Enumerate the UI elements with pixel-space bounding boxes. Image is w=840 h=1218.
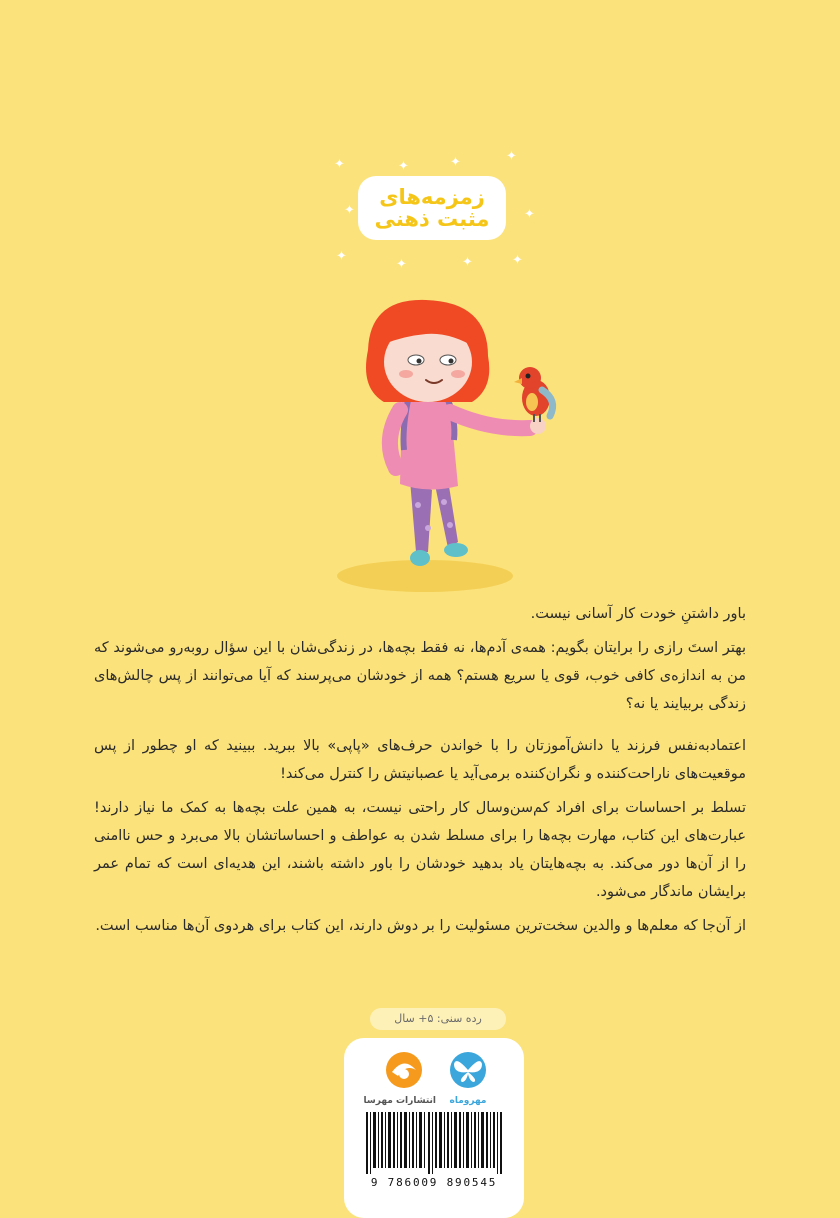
girl-with-bird-illustration: [330, 290, 570, 600]
paragraph: اعتمادبه‌نفس فرزند یا دانش‌آموزتان را با خواندن حرف‌های «پاپی» بالا ببرید. ببینید که او چطور از پس موقعیت‌های ناراحت‌کننده و نگران‌کننده برمی‌آید یا عصبانیتش را کنترل می‌کند!: [94, 738, 746, 782]
paragraph: تسلط بر احساسات برای افراد کم‌سن‌وسال کار راحتی نیست، به همین علت بچه‌ها به کمک ما نیاز دارند! عبارت‌های این کتاب، مهارت بچه‌ها را برای مسلط شدن به عواطف و احساساتشان بالا می‌برد و حس ناامنی را از آن‌ها دور می‌کند. به بچه‌هایتان یاد بدهید خودشان را باور داشته باشند، این هدیه‌ای است که تمام عمر برایشان ماندگار می‌شود.: [94, 800, 746, 900]
publisher-logo-left: [363, 1050, 436, 1106]
sparkle-icon: ✦: [398, 159, 409, 174]
sparkle-icon: ✦: [512, 253, 523, 268]
sparkle-icon: ✦: [334, 157, 345, 172]
back-cover-description: [94, 600, 746, 946]
sparkle-icon: ✦: [336, 249, 347, 264]
butterfly-icon: [446, 1050, 490, 1090]
sparkle-icon: ✦: [524, 207, 535, 222]
isbn-number: 9 786009 890545: [370, 1176, 498, 1189]
series-logo: [358, 176, 506, 240]
sparkle-icon: ✦: [462, 255, 473, 270]
publisher-logo-right: [436, 1050, 500, 1106]
series-title-line2: مثبت ذهنی: [374, 207, 490, 231]
paragraph: از آن‌جا که معلم‌ها و والدین سخت‌ترین مسئولیت را بر دوش دارند، این کتاب برای هردوی آن‌ها مناسب است.: [95, 918, 746, 934]
publisher-panel: [344, 1038, 524, 1218]
publisher-left-caption: انتشارات مهرسا: [363, 1096, 436, 1106]
age-range-label: رده سنی: ۵+ سال: [370, 1008, 506, 1030]
series-title-line1: زمزمه‌های: [379, 184, 485, 209]
paragraph: بهتر استَ رازی را برایتان بگویم: همه‌ی آدم‌ها، نه فقط بچه‌ها، در زندگی‌شان با این سؤال روبه‌رو می‌شوند که من به اندازه‌ی کافی خوب، قوی یا سریع هستم؟ همه از خودشان می‌پرسند که آیا می‌توانند از پس چالش‌های زندگی بربیایند یا نه؟: [94, 640, 746, 712]
paragraph: باور داشتنِ خودت کار آسانی نیست.: [530, 606, 746, 622]
orange-swirl-icon: [382, 1050, 426, 1090]
sparkle-icon: ✦: [396, 257, 407, 272]
publisher-right-caption: مهروماه: [449, 1096, 487, 1106]
sparkle-icon: ✦: [506, 149, 517, 164]
sparkle-icon: ✦: [344, 203, 355, 218]
sparkle-icon: ✦: [450, 155, 461, 170]
barcode: [366, 1112, 502, 1174]
